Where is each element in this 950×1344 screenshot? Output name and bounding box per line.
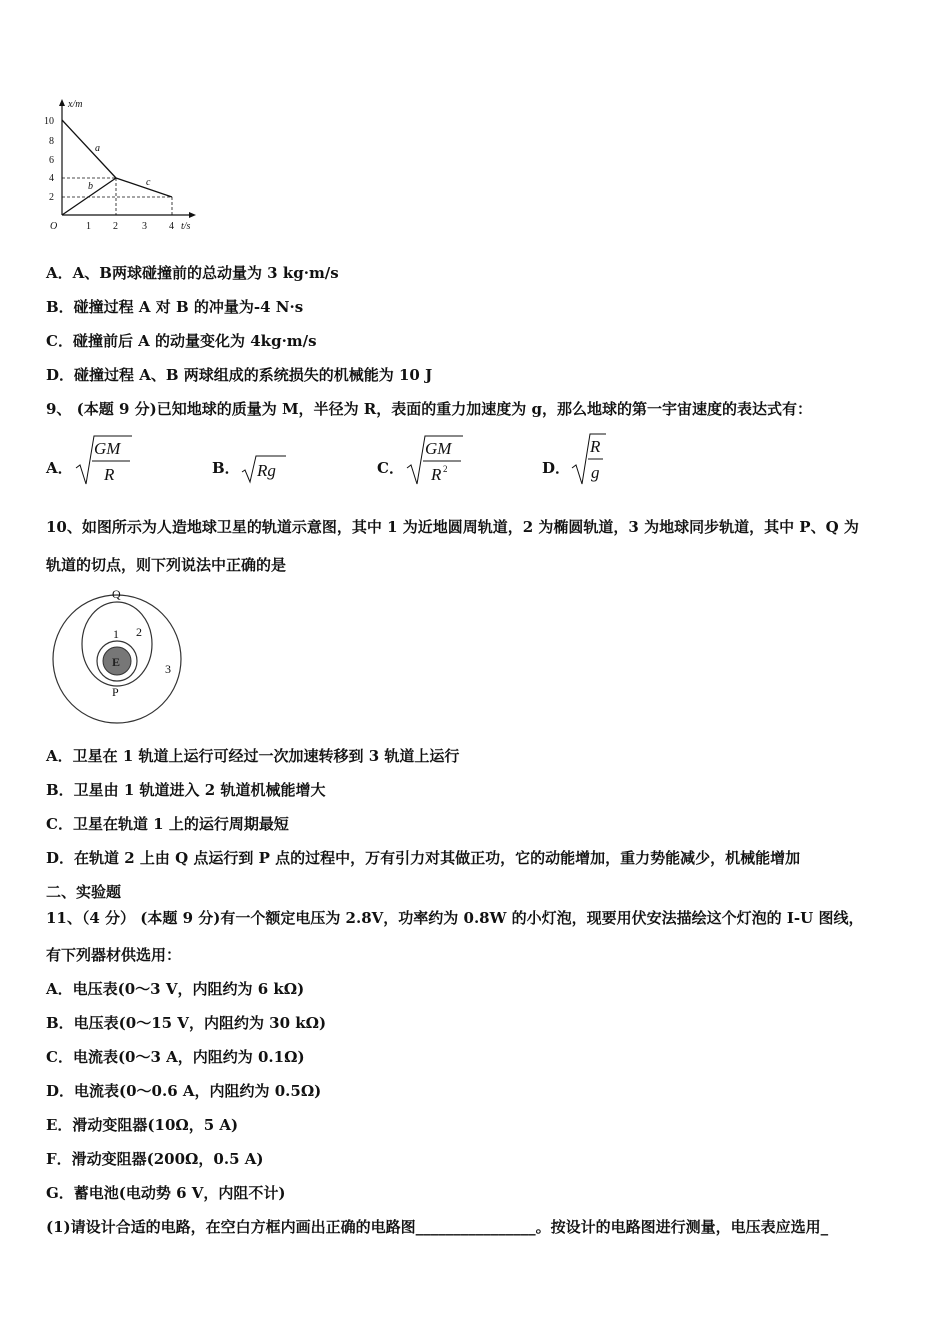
x-tick: 4	[169, 221, 174, 232]
y-axis-label: x/m	[68, 99, 83, 110]
q9-option-c-formula	[405, 432, 465, 488]
q10-stem-line2: 轨道的切点，则下列说法中正确的是	[46, 556, 287, 574]
q11-option-g: G．蓄电池(电动势 6 V，内阻不计)	[46, 1184, 286, 1202]
q11-option-d: D．电流表(0～0.6 A，内阻约为 0.5Ω)	[46, 1082, 322, 1100]
q10-option-d: D．在轨道 2 上由 Q 点运行到 P 点的过程中，万有引力对其做正功，它的动能增加，重力势能减少，机械能增加	[46, 849, 801, 867]
y-tick: 2	[49, 192, 54, 203]
earth-label: E	[112, 655, 121, 669]
q10-option-a: A．卫星在 1 轨道上运行可经过一次加速转移到 3 轨道上运行	[46, 747, 460, 765]
orbit-2-label: 2	[136, 625, 142, 639]
q11-part1: (1)请设计合适的电路，在空白方框内画出正确的电路图________________。按设计的电路图进行测量，电压表应选用_	[46, 1218, 829, 1236]
q8-option-a: A．A、B两球碰撞前的总动量为 3 kg·m/s	[46, 264, 339, 282]
point-q-label: Q	[112, 587, 121, 601]
q11-option-b: B．电压表(0～15 V，内阻约为 30 kΩ)	[46, 1014, 327, 1032]
q9-d-denominator: g	[591, 463, 600, 482]
orbit-3-label: 3	[165, 662, 171, 676]
line-a	[62, 120, 116, 178]
q10-option-b: B．卫星由 1 轨道进入 2 轨道机械能增大	[46, 781, 326, 799]
line-label-a: a	[95, 143, 100, 154]
y-tick: 4	[49, 173, 54, 184]
q9-option-d-formula	[570, 430, 610, 488]
q11-option-c: C．电流表(0～3 A，内阻约为 0.1Ω)	[46, 1048, 305, 1066]
x-axis-label: t/s	[181, 221, 191, 232]
line-c	[116, 178, 172, 197]
x-tick: 3	[142, 221, 147, 232]
q9-option-b-label: B．	[212, 459, 240, 477]
q10-stem-line1: 10、如图所示为人造地球卫星的轨道示意图，其中 1 为近地圆周轨道，2 为椭圆轨道，3 为地球同步轨道，其中 P、Q 为	[46, 518, 859, 536]
q9-option-c-label: C．	[377, 459, 404, 477]
point-p-label: P	[112, 685, 119, 699]
q8-option-c: C．碰撞前后 A 的动量变化为 4kg·m/s	[46, 332, 317, 350]
x-tick: 1	[86, 221, 91, 232]
q11-option-f: F．滑动变阻器(200Ω，0.5 A)	[46, 1150, 264, 1168]
q11-option-a: A．电压表(0～3 V，内阻约为 6 kΩ)	[46, 980, 305, 998]
origin-label: O	[50, 221, 58, 232]
q11-option-e: E．滑动变阻器(10Ω，5 A)	[46, 1116, 239, 1134]
q9-c-numerator: GM	[425, 439, 452, 458]
line-label-b: b	[88, 181, 93, 192]
line-label-c: c	[146, 177, 151, 188]
q9-option-a-formula	[74, 432, 134, 488]
q9-stem: 9、 (本题 9 分)已知地球的质量为 M，半径为 R，表面的重力加速度为 g，那么地球的第一宇宙速度的表达式有：	[46, 400, 812, 418]
x-tick: 2	[113, 221, 118, 232]
q8-option-b: B．碰撞过程 A 对 B 的冲量为-4 N·s	[46, 298, 304, 316]
q10-option-c: C．卫星在轨道 1 上的运行周期最短	[46, 815, 289, 833]
q9-c-exponent: 2	[443, 464, 448, 474]
y-axis-arrow	[59, 99, 65, 106]
q11-stem-line2: 有下列器材供选用：	[46, 946, 182, 964]
position-time-graph	[40, 95, 200, 235]
section-heading: 二、实验题	[46, 883, 122, 901]
q9-b-expression: Rg	[257, 461, 276, 480]
q9-d-numerator: R	[590, 437, 601, 456]
x-axis-arrow	[189, 212, 196, 218]
q9-a-numerator: GM	[94, 439, 121, 458]
orbit-diagram	[48, 585, 198, 730]
q9-c-denominator: R	[431, 465, 442, 484]
y-tick: 6	[49, 155, 54, 166]
orbit-1-label: 1	[113, 627, 119, 641]
q9-option-b-formula	[240, 452, 290, 484]
q9-option-a-label: A．	[46, 459, 73, 477]
q8-option-d: D．碰撞过程 A、B 两球组成的系统损失的机械能为 10 J	[46, 366, 433, 384]
y-tick: 8	[49, 136, 54, 147]
q9-option-d-label: D．	[542, 459, 571, 477]
q9-a-denominator: R	[104, 465, 115, 484]
y-tick: 10	[44, 116, 54, 127]
q11-stem-line1: 11、（4 分） (本题 9 分)有一个额定电压为 2.8V，功率约为 0.8W 的小灯泡，现要用伏安法描绘这个灯泡的 I-U 图线，	[46, 909, 864, 927]
